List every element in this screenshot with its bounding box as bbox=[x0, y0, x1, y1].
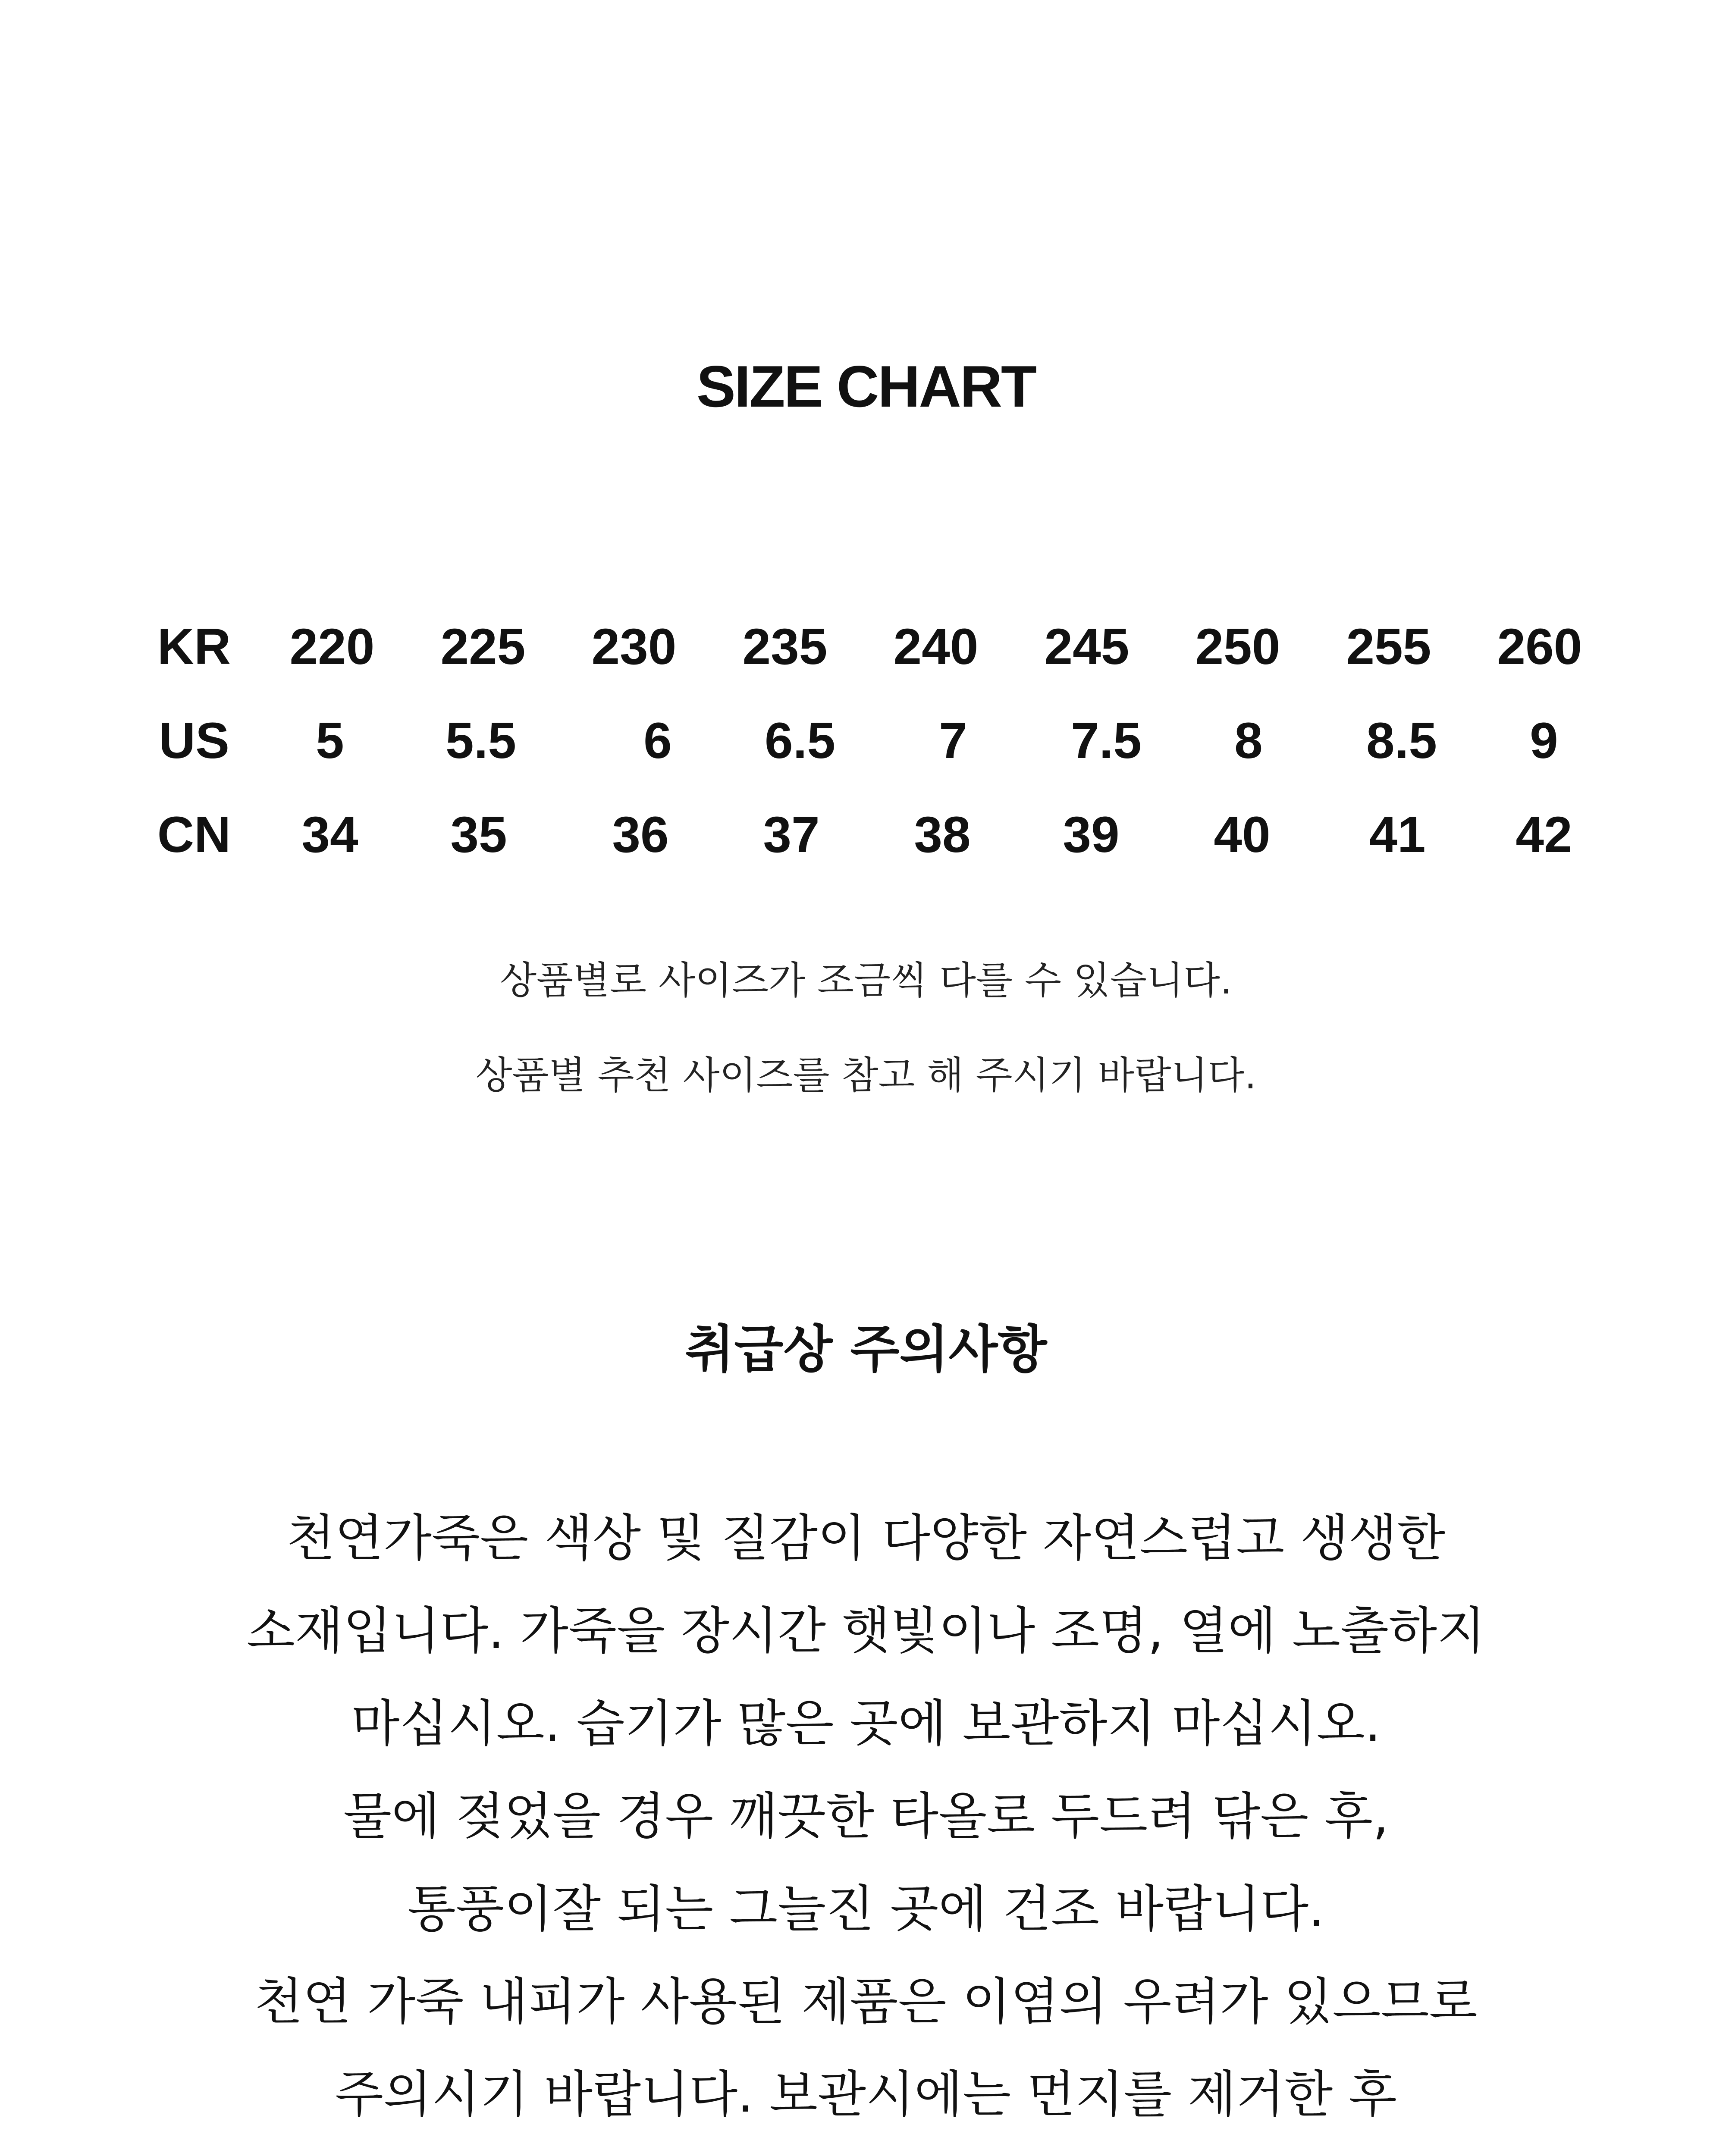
care-title: 취급상 주의사항 bbox=[685, 1319, 1047, 1379]
size-cell: 255 bbox=[1346, 618, 1431, 675]
care-line: 통풍이잘 되는 그늘진 곳에 건조 바랍니다. bbox=[407, 1880, 1325, 1938]
size-cell: 8.5 bbox=[1366, 712, 1437, 769]
row-label: KR bbox=[157, 618, 231, 675]
size-chart-title: SIZE CHART bbox=[697, 354, 1035, 419]
size-row-cn bbox=[0, 800, 1732, 869]
size-cell: 225 bbox=[440, 618, 526, 675]
row-label: CN bbox=[157, 806, 231, 863]
care-instructions bbox=[0, 1492, 1732, 2156]
size-cell: 42 bbox=[1516, 806, 1572, 863]
size-cell: 6.5 bbox=[764, 712, 836, 769]
size-note: 상품별로 사이즈가 조금씩 다를 수 있습니다. bbox=[500, 958, 1232, 1003]
size-note: 상품별 추천 사이즈를 참고 해 주시기 바랍니다. bbox=[475, 1053, 1257, 1097]
size-cell: 9 bbox=[1530, 712, 1558, 769]
size-row-us bbox=[0, 706, 1732, 775]
size-cell: 260 bbox=[1497, 618, 1582, 675]
size-cell: 6 bbox=[643, 712, 672, 769]
size-cell: 7.5 bbox=[1070, 712, 1142, 769]
size-cell: 41 bbox=[1369, 806, 1426, 863]
size-cell: 7 bbox=[939, 712, 967, 769]
size-cell: 37 bbox=[763, 806, 820, 863]
care-line: 마십시오. 습기가 많은 곳에 보관하지 마십시오. bbox=[351, 1695, 1381, 1753]
size-cell: 235 bbox=[742, 618, 828, 675]
size-notes bbox=[0, 954, 1732, 1144]
size-cell: 220 bbox=[289, 618, 375, 675]
care-line: 주의시기 바랍니다. 보관시에는 먼지를 제거한 후 bbox=[335, 2065, 1397, 2124]
size-cell: 35 bbox=[450, 806, 507, 863]
care-line: 소재입니다. 가죽을 장시간 햇빛이나 조명, 열에 노출하지 bbox=[246, 1602, 1486, 1660]
row-label: US bbox=[159, 712, 229, 769]
size-cell: 34 bbox=[301, 806, 358, 863]
size-cell: 245 bbox=[1044, 618, 1130, 675]
size-cell: 240 bbox=[893, 618, 979, 675]
size-cell: 38 bbox=[914, 806, 971, 863]
care-line bbox=[0, 2141, 1732, 2156]
care-line: 천연 가죽 내피가 사용된 제품은 이염의 우려가 있으므로 bbox=[254, 1973, 1478, 2031]
size-cell: 5 bbox=[316, 712, 344, 769]
care-line: 천연가죽은 색상 및 질감이 다양한 자연스럽고 생생한 bbox=[286, 1509, 1446, 1567]
size-cell: 40 bbox=[1214, 806, 1271, 863]
size-cell: 36 bbox=[612, 806, 669, 863]
size-cell: 39 bbox=[1063, 806, 1120, 863]
size-cell: 8 bbox=[1234, 712, 1263, 769]
size-cell: 5.5 bbox=[445, 712, 517, 769]
size-row-kr bbox=[0, 612, 1732, 681]
size-cell: 250 bbox=[1195, 618, 1280, 675]
size-cell: 230 bbox=[591, 618, 677, 675]
care-line: 물에 젖었을 경우 깨끗한 타올로 두드려 닦은 후, bbox=[343, 1787, 1389, 1846]
